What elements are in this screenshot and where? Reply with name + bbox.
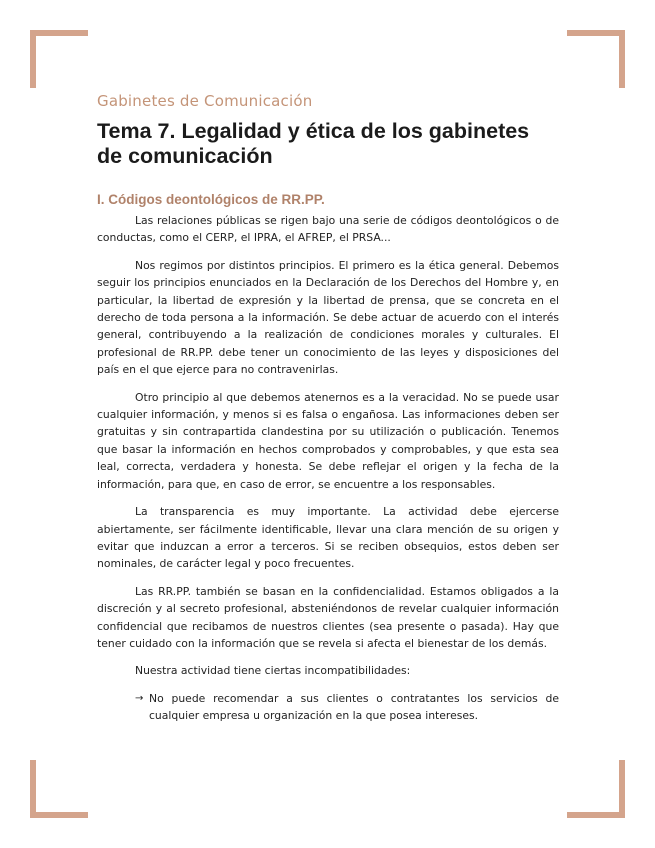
page-title: Tema 7. Legalidad y ética de los gabinetes de comunicación bbox=[97, 119, 530, 168]
document-body bbox=[97, 92, 559, 725]
paragraph-incompatibilidades: Nuestra actividad tiene ciertas incompatibilidades: bbox=[135, 664, 411, 678]
corner-decoration-top-left bbox=[30, 30, 88, 88]
paragraph-veracidad: Otro principio al que debemos atenernos es a la veracidad. No se puede usar cualquier información, y menos si es falsa o engañosa. Las informaciones deben ser gratuitas y sin contrapartida clandestina por su utilización o publicación. Tenemos que basar la información en hechos comprobados y comprobables, y que esta sea leal, correcta, verdadera y honesta. Se debe reflejar el origen y la fecha de la información, para que, en caso de error, se encuentre a los responsables. bbox=[97, 390, 559, 491]
corner-decoration-top-right bbox=[567, 30, 625, 88]
paragraph-intro: Las relaciones públicas se rigen bajo una serie de códigos deontológicos o de conductas, como el CERP, el IPRA, el AFREP, el PRSA... bbox=[97, 214, 559, 245]
paragraph-etica: Nos regimos por distintos principios. El primero es la ética general. Debemos seguir los principios enunciados en la Declaración de los Derechos del Hombre y, en particular, la libertad de expresión y la libertad de prensa, que se concreta en el derecho de toda persona a la información. Se debe actuar de acuerdo con el interés general, contribuyendo a la realización de condiciones morales y culturales. El profesional de RR.PP. debe tener un conocimiento de las leyes y disposiciones del país en el que ejerce para no contravenirlas. bbox=[97, 258, 559, 377]
corner-decoration-bottom-right bbox=[567, 760, 625, 818]
section-heading: I. Códigos deontológicos de RR.PP. bbox=[97, 192, 325, 207]
arrow-icon: → bbox=[135, 692, 144, 704]
bullet-item bbox=[135, 690, 559, 725]
corner-decoration-bottom-left bbox=[30, 760, 88, 818]
bullet-text: No puede recomendar a sus clientes o contratantes los servicios de cualquier empresa u organización en la que posea intereses. bbox=[149, 691, 559, 723]
paragraph-confidencialidad: Las RR.PP. también se basan en la confidencialidad. Estamos obligados a la discreción y al secreto profesional, absteniéndonos de revelar cualquier información confidencial que recibamos de nuestros clientes (sea presente o pasada). Hay que tener cuidado con la información que se revela si afecta el bienestar de los demás. bbox=[97, 584, 559, 650]
course-kicker: Gabinetes de Comunicación bbox=[97, 92, 313, 110]
paragraph-transparencia: La transparencia es muy importante. La actividad debe ejercerse abiertamente, ser fácilmente identificable, llevar una clara mención de su origen y evitar que induzcan a error a terceros. Si se reciben obsequios, estos deben ser nominales, de carácter legal y poco frecuentes. bbox=[97, 505, 559, 571]
